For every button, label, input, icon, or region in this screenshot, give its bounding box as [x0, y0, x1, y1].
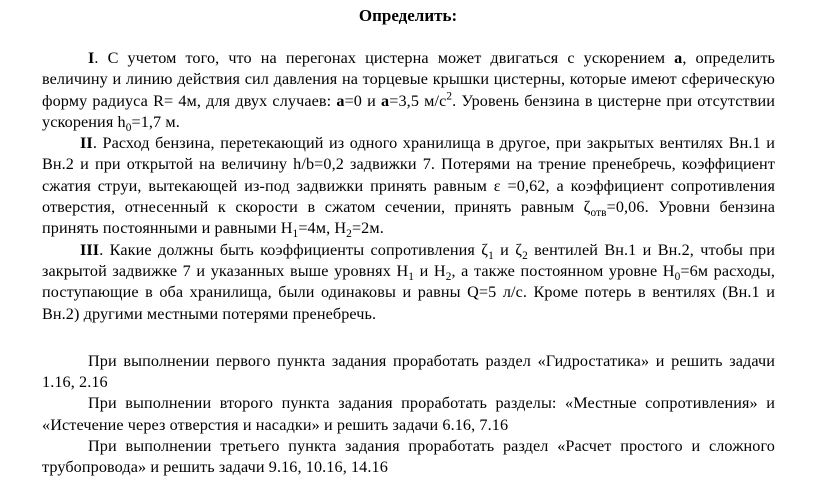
- task-3-text: и ζ: [493, 240, 523, 259]
- task-3-text: и H: [414, 261, 446, 280]
- subscript: 2: [522, 249, 528, 262]
- note-3: При выполнении третьего пункта задания проработать раздел «Расчет простого и сложного трубопровода» и решить задачи 9.16, 10.16, 14.16: [42, 437, 775, 477]
- task-2-paragraph: [42, 133, 775, 239]
- subscript: 1: [408, 271, 415, 284]
- acceleration-symbol: a: [381, 91, 390, 110]
- subscript: отв: [590, 207, 607, 220]
- task-1-text: . С учетом того, что на перегонах цистерна может двигаться с ускорением: [94, 49, 675, 67]
- task-3-text: , а также постоянном уровне H: [451, 261, 675, 280]
- task-2-text: =0,06. Уровни бензина принять постоянными и равными H: [42, 198, 775, 238]
- task-1-text: =1,7 м.: [131, 112, 180, 131]
- subscript: 2: [346, 228, 352, 241]
- subscript: 2: [445, 271, 452, 284]
- task-3-text: . Какие должны быть коэффициенты сопротивления ζ: [99, 240, 489, 259]
- task-1-paragraph: [42, 48, 775, 133]
- subscript: 0: [125, 122, 132, 135]
- task-2-text: =2м.: [351, 219, 384, 238]
- superscript: 2: [446, 90, 453, 103]
- acceleration-symbol: a: [674, 49, 683, 67]
- task-1-text: , определить величину и линию действия сил давления на торцевые крышки цистерны, которые имеют сферическую форму радиуса R= 4м, для двух случаев:: [42, 49, 775, 110]
- subscript: 1: [488, 249, 494, 262]
- task-3-text: =6м расходы, поступающие в оба хранилища, были одинаковы и равны Q=5 л/с. Кроме потерь в вентилях (Вн.1 и Вн.2) другими местными потерями пренебречь.: [42, 261, 775, 323]
- page-title: Определить:: [358, 6, 458, 25]
- subscript: 0: [674, 271, 681, 284]
- task-2-text: . Расход бензина, перетекающий из одного хранилища в другое, при закрытых вентилях Вн.1 и Вн.2 и при открытой на величину h/b=0,2 задвижки 7. Потерями на трение пренебречь, коэффициент сжатия струи, вытекающей из-под задвижки принять равным ε =0,62, а коэффициент сопротивления отверстия, отнесенный к скорости в сжатом сечении, принять равным ζ: [42, 134, 775, 217]
- subscript: 1: [292, 228, 299, 241]
- acceleration-symbol: a: [336, 91, 345, 110]
- task-3-paragraph: [42, 240, 775, 325]
- task-3-number: III: [80, 240, 100, 259]
- task-1-text: . Уровень бензина в цистерне при отсутствии ускорения h: [42, 91, 775, 131]
- task-2-text: =4м, H: [298, 219, 347, 238]
- task-3-text: вентилей Вн.1 и Вн.2, чтобы при закрытой задвижке 7 и указанных выше уровнях H: [42, 240, 775, 280]
- task-1-number: I: [88, 49, 95, 67]
- task-1-text: =0 и: [344, 91, 382, 110]
- task-2-number: II: [80, 134, 93, 153]
- note-2: При выполнении второго пункта задания проработать разделы: «Местные сопротивления» и «Истечение через отверстия и насадки» и решить задачи 6.16, 7.16: [42, 394, 775, 434]
- document-body: [42, 48, 775, 479]
- task-1-text: =3,5 м/с: [389, 91, 447, 110]
- note-1: При выполнении первого пункта задания проработать раздел «Гидростатика» и решить задачи 1.16, 2.16: [42, 351, 775, 392]
- paragraph-gap: [42, 325, 775, 351]
